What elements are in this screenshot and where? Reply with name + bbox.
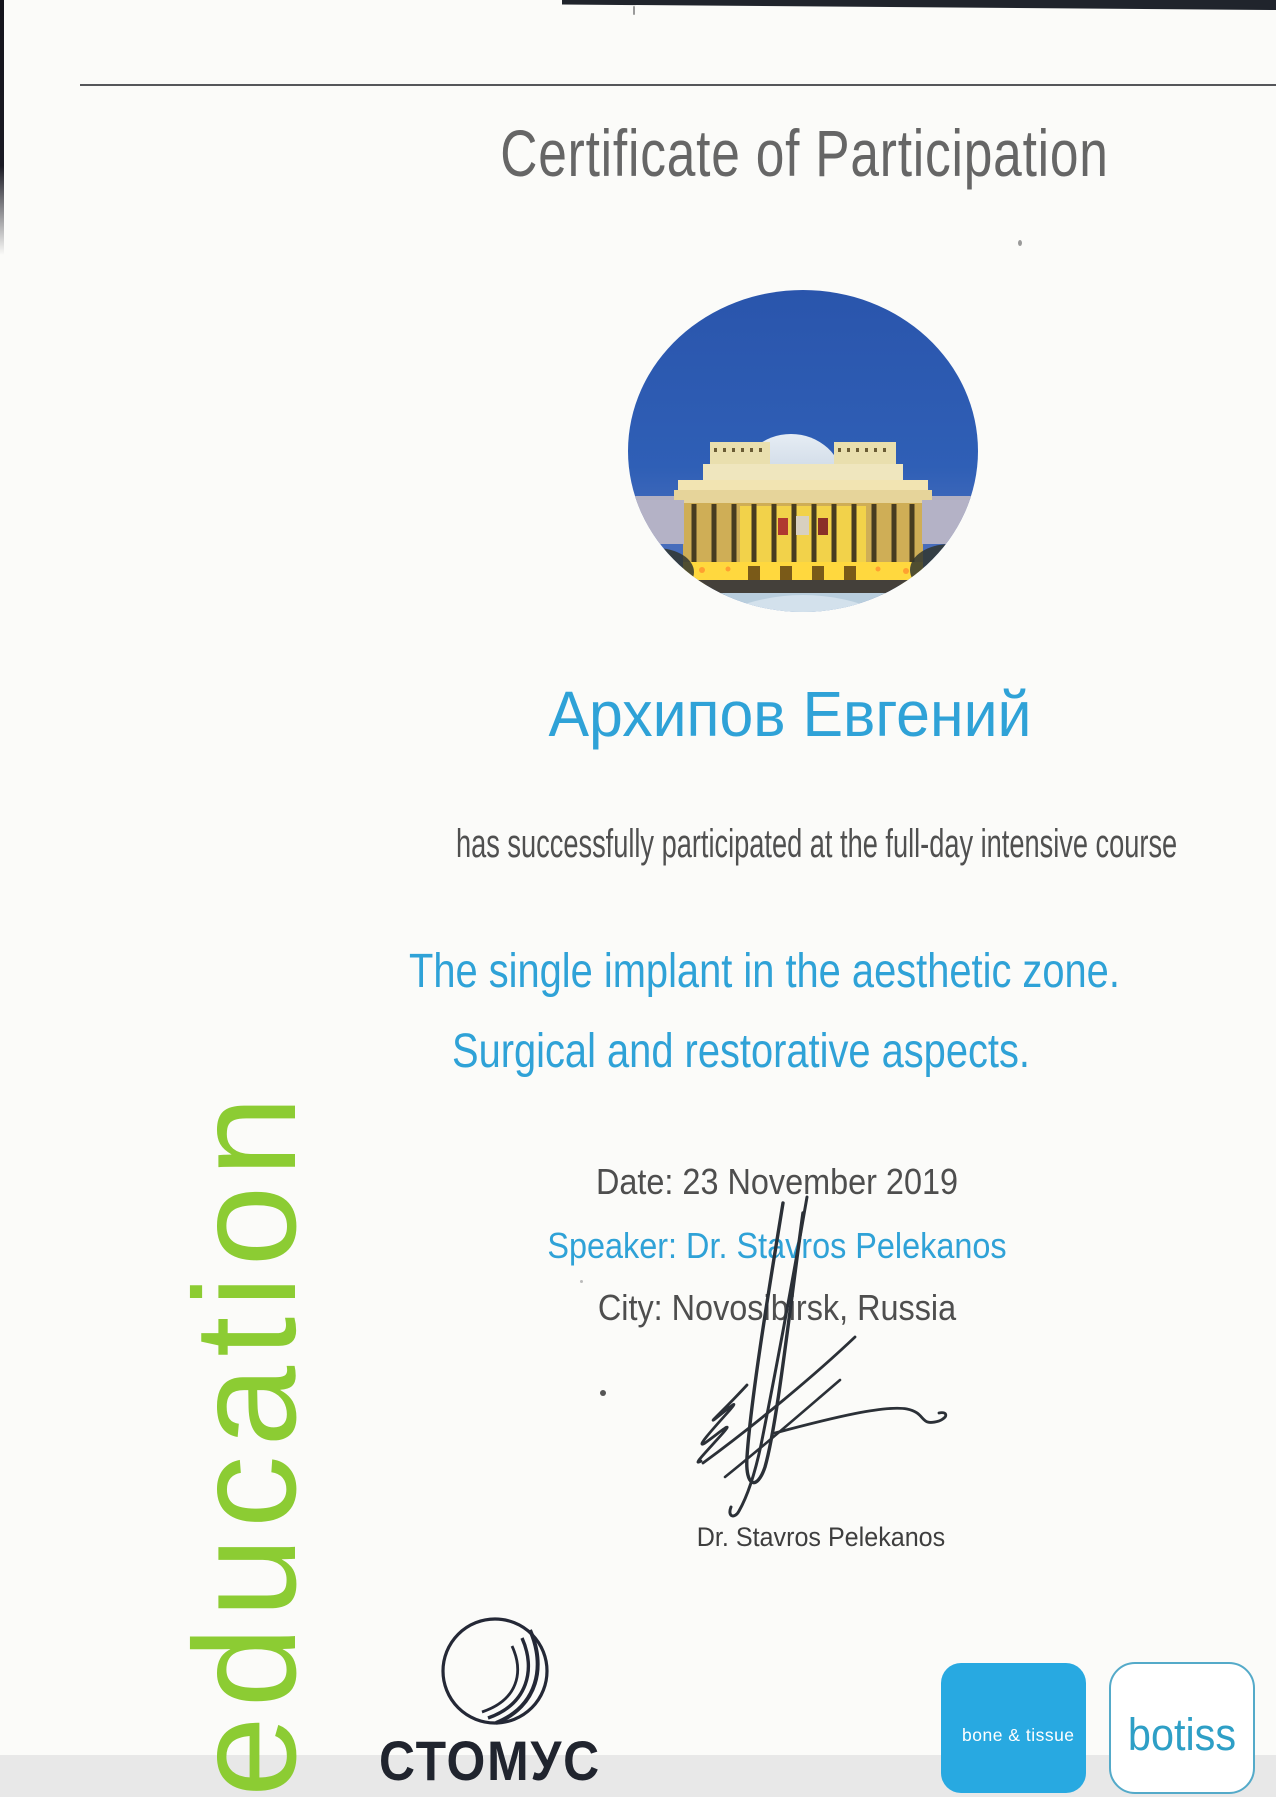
bone-tissue-label: bone & tissue xyxy=(962,1725,1075,1745)
course-title-line2: Surgical and restorative aspects. xyxy=(452,1025,1030,1078)
scan-artifact-left-edge xyxy=(0,0,4,255)
recipient-name: Архипов Евгений xyxy=(548,678,1032,750)
course-title-line1: The single implant in the aesthetic zone. xyxy=(409,945,1120,998)
botiss-logo-text: botiss xyxy=(1127,1709,1237,1760)
certificate-title: Certificate of Participation xyxy=(500,116,1109,190)
scan-speck xyxy=(580,1280,583,1283)
signature-scribble xyxy=(655,1195,955,1525)
participation-statement: has successfully participated at the full-day intensive course xyxy=(456,822,1178,866)
scan-speck xyxy=(1018,240,1022,246)
scan-artifact-top-edge xyxy=(562,0,1276,10)
signature-ink xyxy=(655,1195,955,1525)
venue-photo xyxy=(628,290,978,612)
course-speaker: Speaker: Dr. Stavros Pelekanos xyxy=(547,1225,1007,1266)
venue-photo-illustration xyxy=(628,290,978,612)
stomus-globe-icon xyxy=(438,1614,552,1728)
scan-speck xyxy=(600,1390,606,1396)
stomus-logo-text: СТОМУС xyxy=(379,1729,601,1792)
scan-speck xyxy=(633,6,635,15)
signer-name: Dr. Stavros Pelekanos xyxy=(696,1522,946,1552)
header-divider-line xyxy=(80,84,1276,86)
course-city: City: Novosibirsk, Russia xyxy=(597,1287,957,1328)
education-vertical-text: education xyxy=(164,1087,326,1797)
course-date: Date: 23 November 2019 xyxy=(595,1161,959,1202)
